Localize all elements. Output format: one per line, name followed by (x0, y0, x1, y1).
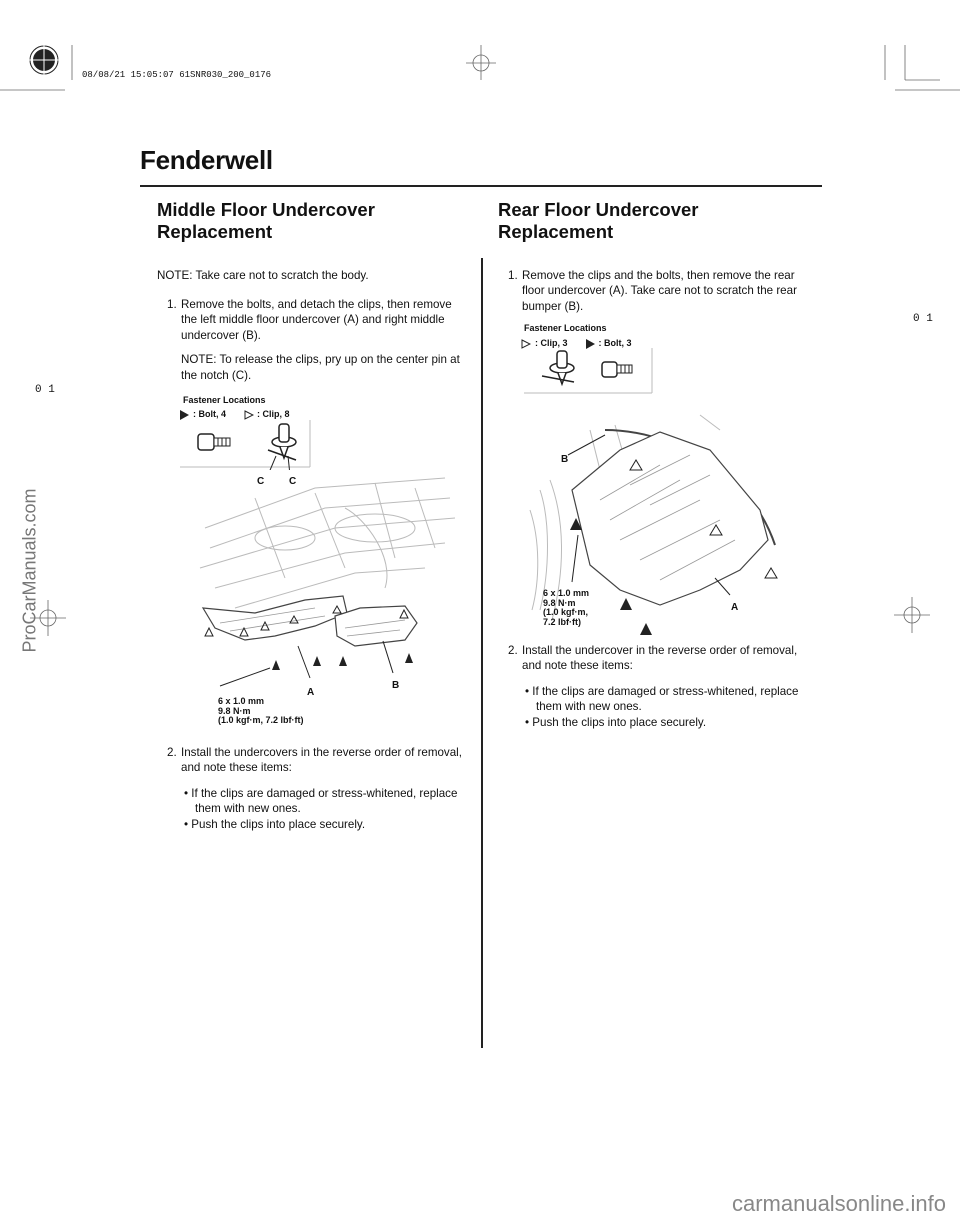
right-torque-line2: 9.8 N·m (543, 597, 576, 608)
left-callout-c1: C (257, 476, 265, 487)
list-item: • If the clips are damaged or stress-whitened, replace them with new ones. (184, 786, 458, 816)
left-heading-line2: Replacement (157, 221, 273, 242)
bottom-watermark: carmanualsonline.info (731, 1191, 946, 1216)
clip-icon (268, 424, 296, 460)
left-torque-line2: 9.8 N·m (218, 705, 251, 716)
left-callout-a: A (307, 687, 315, 698)
right-torque-line1: 6 x 1.0 mm (543, 588, 590, 598)
right-fastener-title: Fastener Locations (524, 323, 607, 333)
list-item: • Push the clips into place securely. (184, 817, 366, 831)
left-torque-line3: (1.0 kgf·m, 7.2 lbf·ft) (218, 715, 304, 725)
left-heading-line1: Middle Floor Undercover (157, 199, 375, 220)
page-title: Fenderwell (140, 145, 273, 175)
registration-target-icon (26, 42, 62, 78)
right-step1-text: Remove the clips and the bolts, then remove the rear floor undercover (A). Take care not to scratch the rear bumper (B). (522, 269, 797, 313)
left-step1-text: Remove the bolts, and detach the clips, then remove the left middle floor undercover (A) and right middle undercover (B). (181, 298, 452, 342)
right-heading-line2: Replacement (498, 221, 614, 242)
margin-mark-right: 0 1 (913, 313, 933, 325)
right-step1 (508, 268, 808, 314)
right-legend-clip: : Clip, 3 (535, 338, 568, 349)
bolt-icon (198, 434, 230, 450)
right-callout-a: A (731, 602, 739, 613)
right-bullet-list (508, 684, 800, 730)
undercover-a (203, 596, 347, 640)
left-fastener-title: Fastener Locations (183, 395, 266, 405)
right-step2-text: Install the undercover in the reverse order of removal, and note these items: (522, 644, 798, 673)
left-step2-num: 2. (167, 746, 177, 759)
right-callout-b: B (561, 454, 569, 465)
right-step2 (508, 643, 808, 730)
left-legend-bolt: : Bolt, 4 (193, 409, 226, 420)
left-step2 (167, 745, 467, 832)
column-divider (481, 258, 483, 1048)
right-fastener-illustration (524, 348, 659, 396)
left-step1-num: 1. (167, 298, 177, 311)
middle-floor-undercover-diagram (195, 468, 460, 693)
left-step1-note: NOTE: To release the clips, pry up on the center pin at the notch (C). (181, 353, 460, 382)
left-callout-c2: C (289, 476, 297, 487)
bolt-icon (602, 362, 632, 377)
undercover-a (572, 432, 768, 605)
left-legend (180, 410, 290, 420)
right-heading-line1: Rear Floor Undercover (498, 199, 699, 220)
right-torque-spec (543, 589, 589, 627)
right-torque-line3: (1.0 kgf·m, (543, 607, 589, 617)
clip-icon (542, 351, 574, 384)
title-rule (140, 185, 822, 187)
left-step2-text: Install the undercovers in the reverse order of removal, and note these items: (181, 746, 462, 775)
left-note: NOTE: Take care not to scratch the body. (157, 269, 369, 282)
bolt-marker-icon (180, 410, 189, 420)
side-watermark: ProCarManuals.com (19, 488, 40, 653)
left-torque-spec (218, 697, 304, 726)
right-step2-num: 2. (508, 644, 518, 657)
margin-mark-left: 0 1 (35, 384, 55, 396)
left-heading (157, 199, 457, 243)
left-legend-clip: : Clip, 8 (257, 409, 290, 420)
left-fastener-illustration (180, 420, 315, 470)
right-torque-line4: 7.2 lbf·ft) (543, 616, 581, 627)
header-stamp: 08/08/21 15:05:07 61SNR030_200_0176 (82, 70, 272, 80)
left-callout-b: B (392, 680, 400, 691)
list-item: • If the clips are damaged or stress-whitened, replace them with new ones. (525, 684, 799, 714)
left-torque-line1: 6 x 1.0 mm (218, 696, 265, 706)
right-legend-bolt: : Bolt, 3 (598, 338, 632, 349)
list-item: • Push the clips into place securely. (525, 715, 707, 729)
right-heading (498, 199, 798, 243)
right-step1-num: 1. (508, 269, 518, 282)
left-bullet-list (167, 786, 459, 832)
left-step1 (167, 297, 467, 383)
